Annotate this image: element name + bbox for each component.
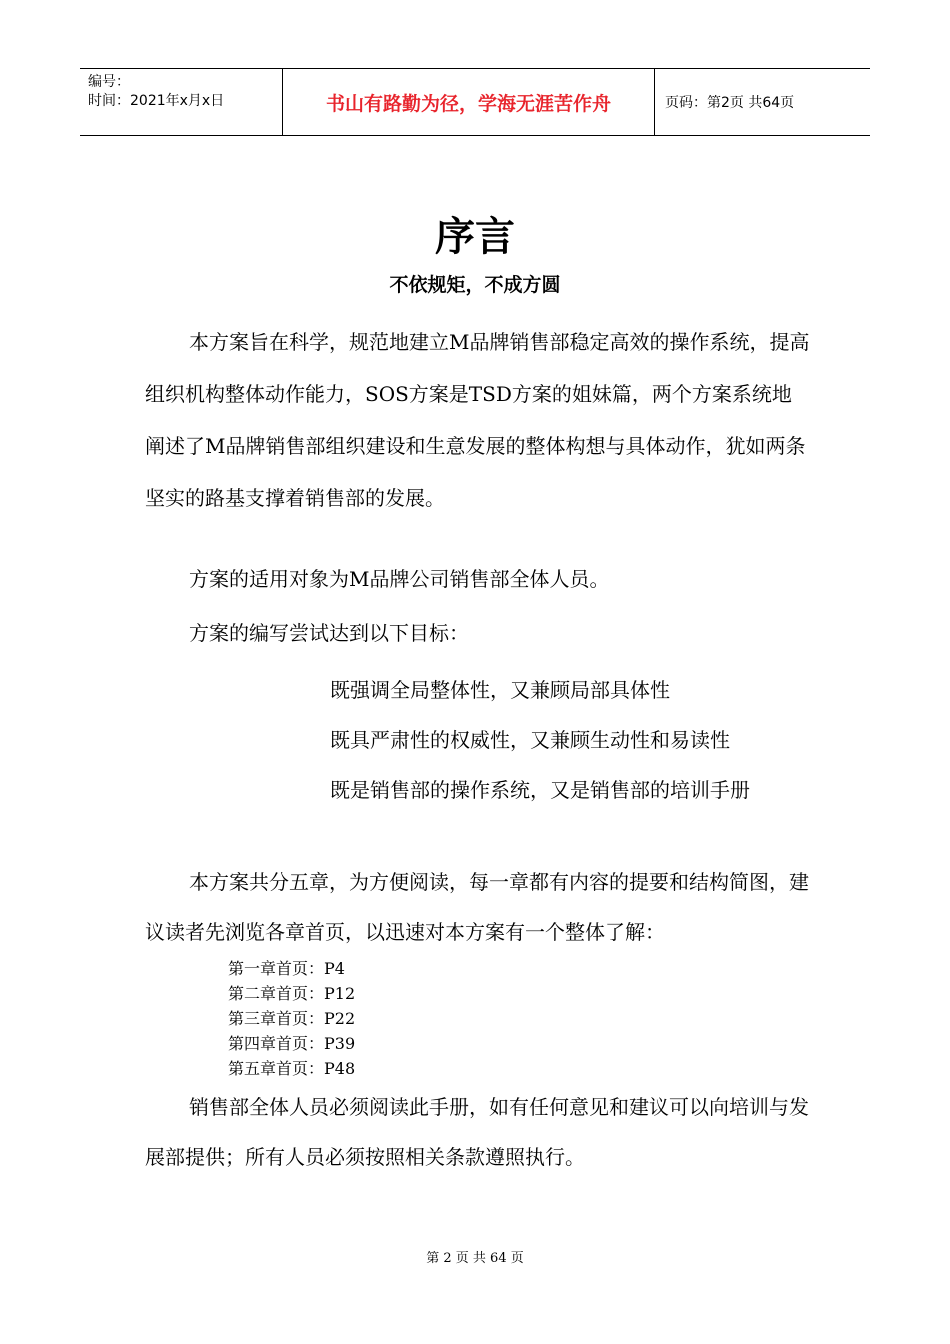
header-table <box>80 68 870 136</box>
goal-item: 既是销售部的操作系统，又是销售部的培训手册 <box>330 778 750 802</box>
header-page-info: 页码：第2页 共64页 <box>665 95 795 111</box>
chapter-item: 第三章首页：P22 <box>228 1009 356 1028</box>
page-footer: 第 2 页 共 64 页 <box>426 1251 524 1266</box>
page-title: 序言 <box>435 214 515 260</box>
header-motto: 书山有路勤为径，学海无涯苦作舟 <box>282 69 655 135</box>
chapter-item: 第四章首页：P39 <box>228 1034 356 1053</box>
goal-item: 既具严肃性的权威性，又兼顾生动性和易读性 <box>330 728 730 752</box>
chapter-item: 第五章首页：P48 <box>228 1059 356 1078</box>
chapter-item: 第二章首页：P12 <box>228 984 356 1003</box>
chapter-item: 第一章首页：P4 <box>228 959 345 978</box>
header-meta-cell <box>80 69 282 135</box>
page-subtitle: 不依规矩，不成方圆 <box>389 274 561 296</box>
audience-paragraph: 方案的适用对象为M品牌公司销售部全体人员。 <box>189 567 610 591</box>
document-number-label: 编号： <box>88 74 130 90</box>
document-time-label: 时间：2021年x月x日 <box>88 93 225 109</box>
intro-paragraph: 本方案旨在科学，规范地建立M品牌销售部稳定高效的操作系统，提高组织机构整体动作能力，SOS方案是TSD方案的姐妹篇，两个方案系统地阐述了M品牌销售部组织建设和生意发展的整体构想与具体动作，犹如两条坚实的路基支撑着销售部的发展。 <box>145 330 810 510</box>
chapter-list <box>228 956 355 1081</box>
goal-item: 既强调全局整体性，又兼顾局部具体性 <box>330 678 670 702</box>
structure-paragraph: 本方案共分五章，为方便阅读，每一章都有内容的提要和结构简图，建议读者先浏览各章首页，以迅速对本方案有一个整体了解： <box>145 870 809 944</box>
closing-paragraph: 销售部全体人员必须阅读此手册，如有任何意见和建议可以向培训与发展部提供；所有人员必须按照相关条款遵照执行。 <box>145 1095 809 1169</box>
goals-intro-paragraph: 方案的编写尝试达到以下目标： <box>189 621 469 645</box>
goals-list <box>330 665 750 815</box>
